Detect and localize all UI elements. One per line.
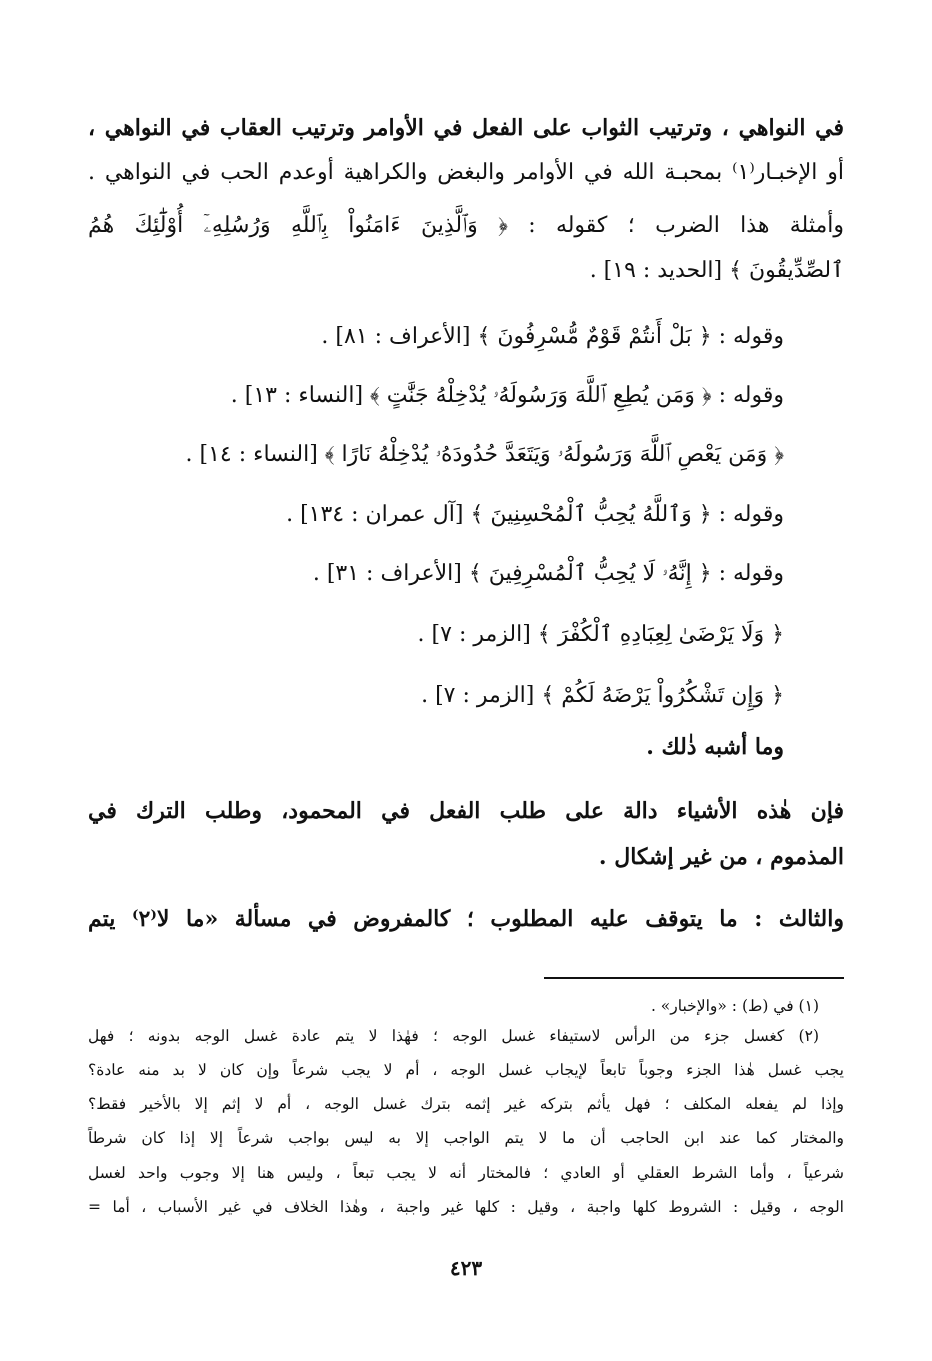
body-line-al-madhmum: المذموم ، من غير إشكال .	[598, 844, 844, 870]
body-line-3: وأمثلة هذا الضرب ؛ كقوله : ﴿ وَٱلَّذِينَ ءَامَنُواْ بِٱللَّهِ وَرُسُلِهِۦٓ أُوْلَٰٓئِكَ هُمُ	[88, 213, 844, 238]
page-number: ٤٢٣	[449, 1256, 483, 1280]
body-line-1: في النواهي ، وترتيب الثواب على الفعل في الأوامر وترتيب العقاب في النواهي ،	[88, 115, 844, 141]
body-line-4: ٱلصِّدِّيقُونَ ﴾ [الحديد : ١٩] .	[589, 258, 844, 283]
footnote-2-line-4: والمختار كما عند ابن الحاجب أن ما لا يتم الواجب إلا به ليس بواجب شرعاً إلا إذا كان شرطاً	[88, 1129, 844, 1147]
footnote-2-line-6: الوجه ، وقيل : الشروط كلها واجبة ، وقيل : كلها غير واجبة ، وهٰذا الخلاف في غير الأسباب ، أما =	[88, 1198, 844, 1216]
footnote-2-line-5: شرعياً ، وأما الشرط العقلي أو العادي ؛ فالمختار أنه لا يجب تبعاً ، وليس هنا إلا وجوب واحد لغسل	[88, 1164, 844, 1182]
body-line-wa-ma-ashbah: وما أشبه ذٰلك .	[646, 734, 784, 760]
quote-line-zumar-7a: ﴿ وَلَا يَرْضَىٰ لِعِبَادِهِ ٱلْكُفْرَ ﴾ [الزمر : ٧] .	[417, 622, 784, 647]
quote-line-araf-81: وقوله : ﴿ بَلْ أَنتُمْ قَوْمٌ مُّسْرِفُونَ ﴾ [الأعراف : ٨١] .	[321, 324, 784, 349]
footnote-separator	[544, 977, 844, 979]
quote-line-imran-134: وقوله : ﴿ وَٱللَّهُ يُحِبُّ ٱلْمُحْسِنِينَ ﴾ [آل عمران : ١٣٤] .	[286, 502, 784, 527]
body-line-al-thalith: والثالث : ما يتوقف عليه المطلوب ؛ كالمفروض في مسألة «ما لا⁽٢⁾ يتم	[88, 906, 844, 932]
footnote-2-line-3: وإذا لم يفعله المكلف ؛ فهل يأثم بتركه غير إثمه بترك غسل الوجه ، أم لا إثم إلا بالأخير فقط؟	[88, 1095, 844, 1113]
quote-line-nisa-14: ﴿ وَمَن يَعْصِ ٱللَّهَ وَرَسُولَهُۥ وَيَتَعَدَّ حُدُودَهُۥ يُدْخِلْهُ نَارًا ﴾ [النساء : ١٤] .	[185, 442, 784, 467]
quote-line-araf-31: وقوله : ﴿ إِنَّهُۥ لَا يُحِبُّ ٱلْمُسْرِفِينَ ﴾ [الأعراف : ٣١] .	[312, 561, 784, 586]
footnote-2-line-2: يجب غسل هٰذا الجزء وجوباً تابعاً لإيجاب غسل الوجه ، أم لا يجب شرعاً وإن كان لا بد منه عادة؟	[88, 1061, 844, 1079]
body-line-2: أو الإخبـار⁽١⁾ بمحبـة الله في الأوامر والبغض والكراهية أوعدم الحب في النواهي .	[88, 160, 844, 185]
footnote-2-line-1: (٢) كغسل جزء من الرأس لاستيفاء غسل الوجه ؛ فهٰذا لا يتم عادة غسل الوجه بدونه ؛ فهل	[88, 1027, 819, 1045]
quote-line-nisa-13: وقوله : ﴿ وَمَن يُطِعِ ٱللَّهَ وَرَسُولَهُۥ يُدْخِلْهُ جَنَّٰتٍ ﴾ [النساء : ١٣] .	[230, 383, 784, 408]
body-line-fa-inna: فإن هٰذه الأشياء دالة على طلب الفعل في المحمود، وطلب الترك في	[88, 798, 844, 824]
quote-line-zumar-7b: ﴿ وَإِن تَشْكُرُواْ يَرْضَهُ لَكُمْ ﴾ [الزمر : ٧] .	[421, 683, 784, 708]
footnote-1: (١) في (ط) : «والإخبار» .	[650, 997, 819, 1015]
